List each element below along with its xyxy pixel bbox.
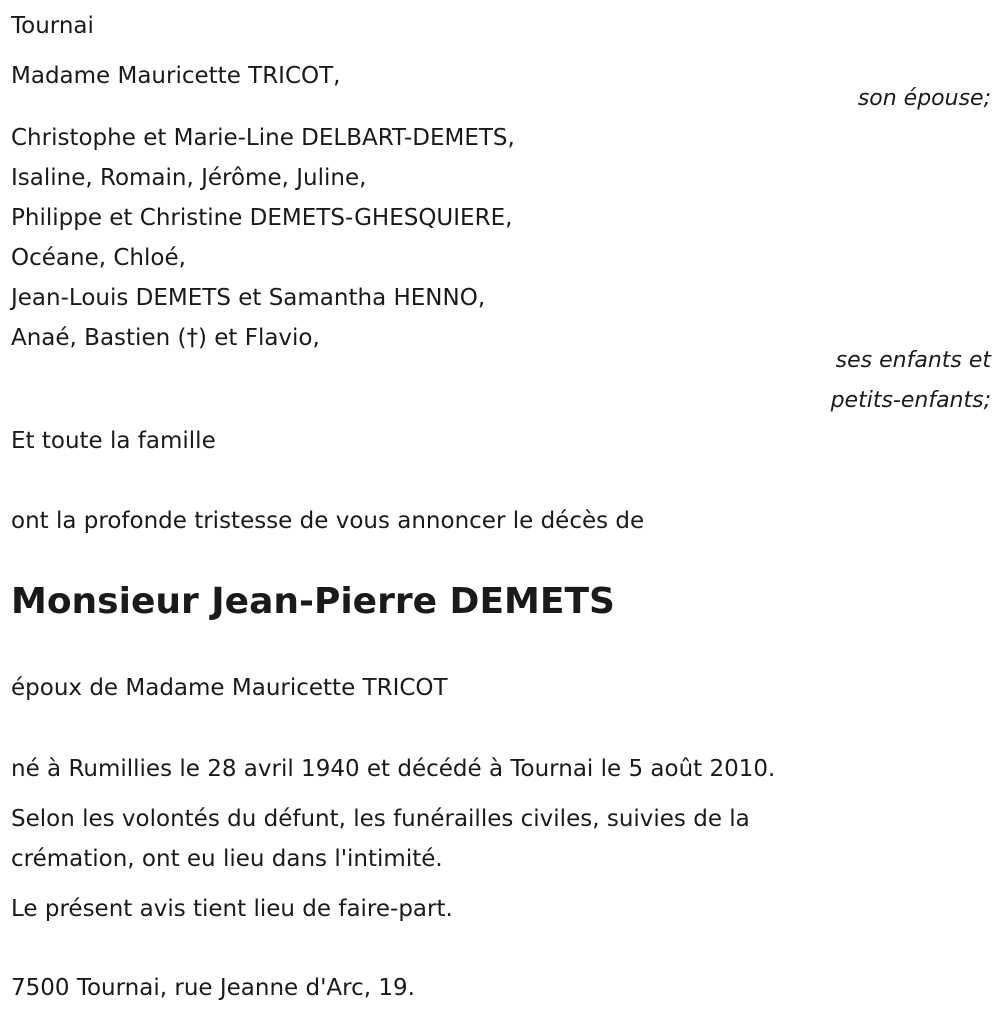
- children-line: Jean-Louis DEMETS et Samantha HENNO,: [11, 285, 486, 311]
- family-line: Et toute la famille: [11, 428, 216, 454]
- announcement: ont la profonde tristesse de vous annoncer le décès de: [11, 508, 645, 534]
- children-line: Isaline, Romain, Jérôme, Juline,: [11, 165, 367, 191]
- children-role-line1: ses enfants et: [835, 348, 991, 373]
- funeral-text: Selon les volontés du défunt, les funérailles civiles, suivies de la crémation, ont eu lieu dans l'intimité.: [11, 806, 750, 872]
- children-line: Océane, Chloé,: [11, 245, 186, 271]
- children-line: Christophe et Marie-Line DELBART-DEMETS,: [11, 125, 515, 151]
- children-role-line2: petits-enfants;: [830, 388, 991, 413]
- children-line: Anaé, Bastien (†) et Flavio,: [11, 325, 320, 351]
- deceased-name: Monsieur Jean-Pierre DEMETS: [11, 581, 615, 622]
- spouse-name: Madame Mauricette TRICOT,: [11, 63, 341, 89]
- address: 7500 Tournai, rue Jeanne d'Arc, 19.: [11, 975, 415, 1001]
- city: Tournai: [11, 13, 94, 39]
- children-line: Philippe et Christine DEMETS-GHESQUIERE,: [11, 205, 513, 231]
- children-list: [11, 118, 515, 358]
- spouse-of: époux de Madame Mauricette TRICOT: [11, 675, 448, 701]
- birth-death: né à Rumillies le 28 avril 1940 et décédé à Tournai le 5 août 2010.: [11, 756, 776, 782]
- spouse-role: son épouse;: [857, 86, 991, 111]
- faire-part-text: Le présent avis tient lieu de faire-part.: [11, 896, 453, 922]
